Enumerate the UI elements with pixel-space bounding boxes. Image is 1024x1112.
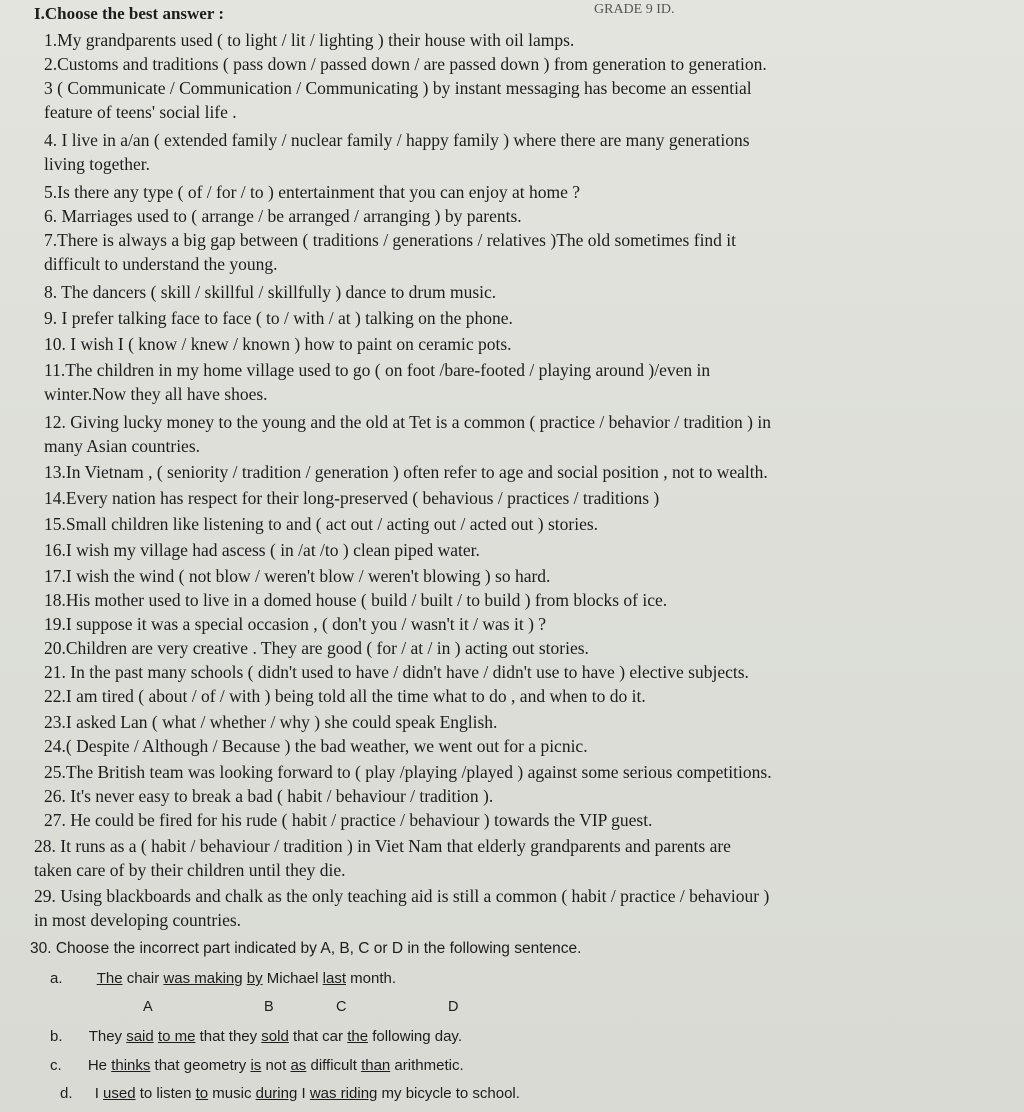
- question-line: 10. I wish I ( know / knew / known ) how to paint on ceramic pots.: [44, 334, 512, 354]
- question-line: 24.( Despite / Although / Because ) the bad weather, we went out for a picnic.: [44, 736, 588, 756]
- text: They: [88, 1028, 127, 1045]
- letter-d: D: [448, 999, 459, 1015]
- q30-option-b: [50, 1028, 462, 1045]
- text: chair: [122, 970, 164, 987]
- q30-option-a: [50, 970, 396, 987]
- part-c: as: [290, 1057, 307, 1074]
- part-a: The: [96, 970, 123, 987]
- question-line: 14.Every nation has respect for their long-preserved ( behavious / practices / traditions ): [44, 488, 660, 508]
- question-line: 15.Small children like listening to and ( act out / acting out / acted out ) stories.: [44, 514, 599, 534]
- question-line: 26. It's never easy to break a bad ( habit / behaviour / tradition ).: [44, 786, 494, 806]
- question-line: 27. He could be fired for his rude ( habit / practice / behaviour ) towards the VIP guest.: [44, 810, 653, 830]
- question-line: 5.Is there any type ( of / for / to ) entertainment that you can enjoy at home ?: [44, 182, 580, 202]
- question-line: 16.I wish my village had ascess ( in /at /to ) clean piped water.: [44, 540, 480, 560]
- part-d: was riding: [309, 1085, 378, 1102]
- letter-c: C: [336, 999, 347, 1015]
- text: He: [87, 1057, 112, 1074]
- part-d: than: [361, 1057, 391, 1074]
- text: not: [261, 1057, 291, 1074]
- letter-b: B: [264, 999, 274, 1015]
- question-line: many Asian countries.: [44, 436, 201, 456]
- text: that they: [195, 1028, 262, 1045]
- question-line: 20.Children are very creative . They are good ( for / at / in ) acting out stories.: [44, 638, 589, 658]
- option-label: c.: [50, 1057, 62, 1074]
- text: to listen: [135, 1085, 196, 1102]
- part-b: to: [195, 1085, 209, 1102]
- question-line: 28. It runs as a ( habit / behaviour / tradition ) in Viet Nam that elderly grandparents and parents are: [34, 836, 731, 856]
- question-line: feature of teens' social life .: [44, 102, 237, 122]
- question-line: 17.I wish the wind ( not blow / weren't blow / weren't blowing ) so hard.: [44, 566, 551, 586]
- part-c: during: [255, 1085, 298, 1102]
- question-line: 21. In the past many schools ( didn't used to have / didn't have / didn't use to have ) elective subjects.: [44, 662, 749, 682]
- grade-reference: GRADE 9 ID.: [594, 2, 675, 17]
- question-line: 11.The children in my home village used to go ( on foot /bare-footed / playing around )/even in: [44, 360, 711, 380]
- part-b: to me: [157, 1028, 196, 1045]
- text: Michael: [262, 970, 323, 987]
- part-a: thinks: [111, 1057, 151, 1074]
- question-line: 7.There is always a big gap between ( traditions / generations / relatives )The old sometimes find it: [44, 230, 737, 250]
- question-line: 1.My grandparents used ( to light / lit / lighting ) their house with oil lamps.: [44, 30, 575, 50]
- question-line: 13.In Vietnam , ( seniority / tradition / generation ) often refer to age and social position , not to wealth.: [44, 462, 768, 482]
- text: I: [94, 1085, 104, 1102]
- text: that geometry: [150, 1057, 251, 1074]
- part-a: used: [103, 1085, 136, 1102]
- question-line: 19.I suppose it was a special occasion , ( don't you / wasn't it / was it ) ?: [44, 614, 547, 634]
- question-line: 2.Customs and traditions ( pass down / passed down / are passed down ) from generation to generation.: [44, 54, 767, 74]
- text: that car: [288, 1028, 348, 1045]
- text: month.: [346, 970, 397, 987]
- text: difficult: [306, 1057, 362, 1074]
- option-label: a.: [50, 970, 63, 987]
- text: my bicycle to school.: [377, 1085, 520, 1102]
- question-line: 9. I prefer talking face to face ( to / with / at ) talking on the phone.: [44, 308, 513, 328]
- question-line: 8. The dancers ( skill / skillful / skillfully ) dance to drum music.: [44, 282, 497, 302]
- question-line: living together.: [44, 154, 150, 174]
- q30-option-d: [50, 1085, 520, 1102]
- question-line: 4. I live in a/an ( extended family / nuclear family / happy family ) where there are many generations: [44, 130, 750, 150]
- letter-a: A: [143, 999, 153, 1015]
- question-line: 18.His mother used to live in a domed house ( build / built / to build ) from blocks of ice.: [44, 590, 668, 610]
- part-d: last: [322, 970, 346, 987]
- question-line: 3 ( Communicate / Communication / Communicating ) by instant messaging has become an essential: [44, 78, 752, 98]
- option-label: d.: [60, 1085, 73, 1102]
- part-a: said: [126, 1028, 154, 1045]
- section-heading: [34, 2, 675, 24]
- part-c: sold: [261, 1028, 289, 1045]
- question-line: 22.I am tired ( about / of / with ) being told all the time what to do , and when to do it.: [44, 686, 646, 706]
- question-line: 12. Giving lucky money to the young and the old at Tet is a common ( practice / behavior / tradition ) in: [44, 412, 771, 432]
- question-line: 23.I asked Lan ( what / whether / why ) she could speak English.: [44, 712, 498, 732]
- part-b: is: [250, 1057, 262, 1074]
- question-line: difficult to understand the young.: [44, 254, 278, 274]
- text: following day.: [368, 1028, 462, 1045]
- q30-title: 30. Choose the incorrect part indicated by A, B, C or D in the following sentence.: [30, 940, 582, 957]
- question-line: in most developing countries.: [34, 910, 242, 930]
- question-line: 6. Marriages used to ( arrange / be arranged / arranging ) by parents.: [44, 206, 522, 226]
- question-line: 29. Using blackboards and chalk as the only teaching aid is still a common ( habit / practice / behaviour ): [34, 886, 770, 906]
- question-line: 25.The British team was looking forward to ( play /playing /played ) against some serious competitions.: [44, 762, 772, 782]
- option-label: b.: [50, 1028, 63, 1045]
- heading-title: I.Choose the best answer :: [34, 4, 224, 23]
- question-line: taken care of by their children until they die.: [34, 860, 346, 880]
- question-line: winter.Now they all have shoes.: [44, 384, 268, 404]
- text: arithmetic.: [390, 1057, 464, 1074]
- text: music: [208, 1085, 256, 1102]
- q30-option-c: [50, 1057, 464, 1074]
- part-d: the: [347, 1028, 369, 1045]
- part-b: was making: [163, 970, 243, 987]
- text: I: [297, 1085, 310, 1102]
- part-c: by: [246, 970, 263, 987]
